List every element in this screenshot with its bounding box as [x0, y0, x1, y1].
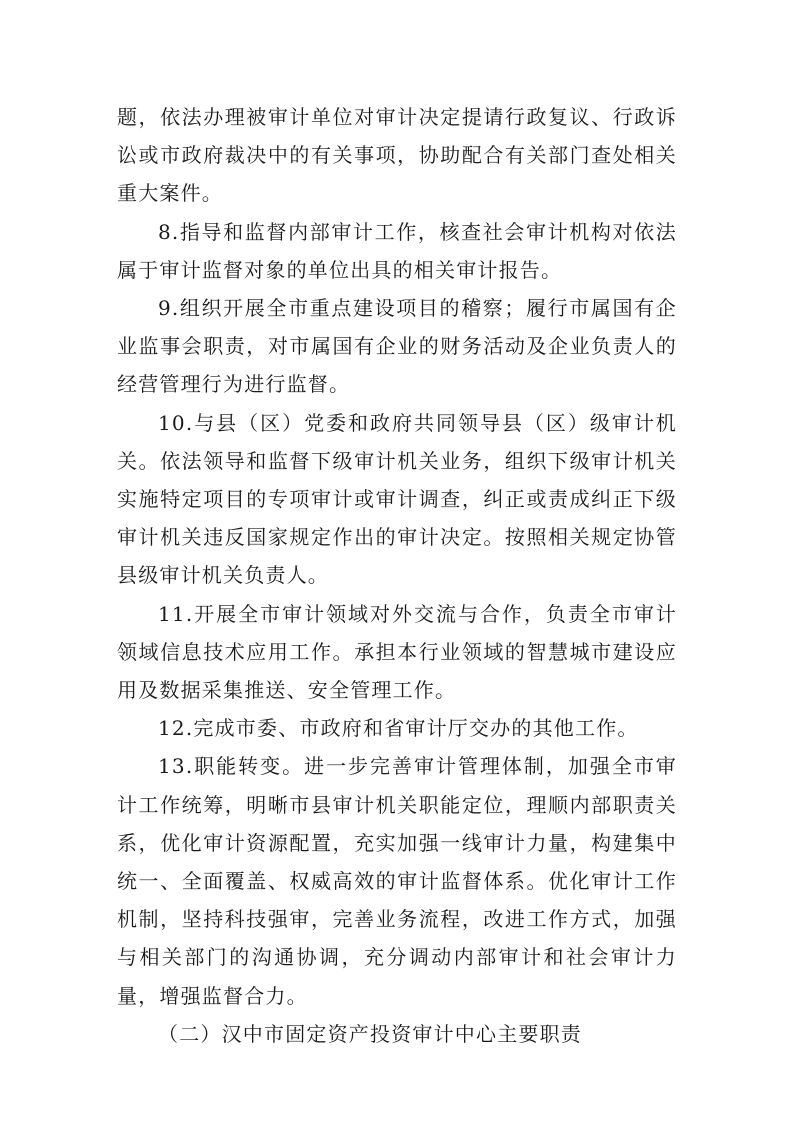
document-body: [117, 98, 677, 1053]
paragraph-item-11: 11.开展全市审计领域对外交流与合作，负责全市审计领域信息技术应用工作。承担本行业领域的智慧城市建设应用及数据采集推送、安全管理工作。: [117, 601, 677, 703]
paragraph-item-9: 9.组织开展全市重点建设项目的稽察；履行市属国有企业监事会职责，对市属国有企业的财务活动及企业负责人的经营管理行为进行监督。: [117, 296, 677, 397]
paragraph-item-8: 8.指导和监督内部审计工作，核查社会审计机构对依法属于审计监督对象的单位出具的相关审计报告。: [117, 219, 677, 282]
paragraph-continued: 题，依法办理被审计单位对审计决定提请行政复议、行政诉讼或市政府裁决中的有关事项，协助配合有关部门查处相关重大案件。: [117, 105, 677, 206]
paragraph-item-10: 10.与县（区）党委和政府共同领导县（区）级审计机关。依法领导和监督下级审计机关业务，组织下级审计机关实施特定项目的专项审计或审计调查，纠正或责成纠正下级审计机关违反国家规定作出的审计决定。按照相关规定协管县级审计机关负责人。: [117, 410, 677, 588]
section-heading: （二）汉中市固定资产投资审计中心主要职责: [158, 1021, 582, 1046]
paragraph-item-13: 13.职能转变。进一步完善审计管理体制，加强全市审计工作统筹，明晰市县审计机关职能定位，理顺内部职责关系，优化审计资源配置，充实加强一线审计力量，构建集中统一、全面覆盖、权威高效的审计监督体系。优化审计工作机制，坚持科技强审，完善业务流程，改进工作方式，加强与相关部门的沟通协调，充分调动内部审计和社会审计力量，增强监督合力。: [117, 754, 677, 1008]
paragraph-item-12: 12.完成市委、市政府和省审计厅交办的其他工作。: [158, 716, 639, 741]
